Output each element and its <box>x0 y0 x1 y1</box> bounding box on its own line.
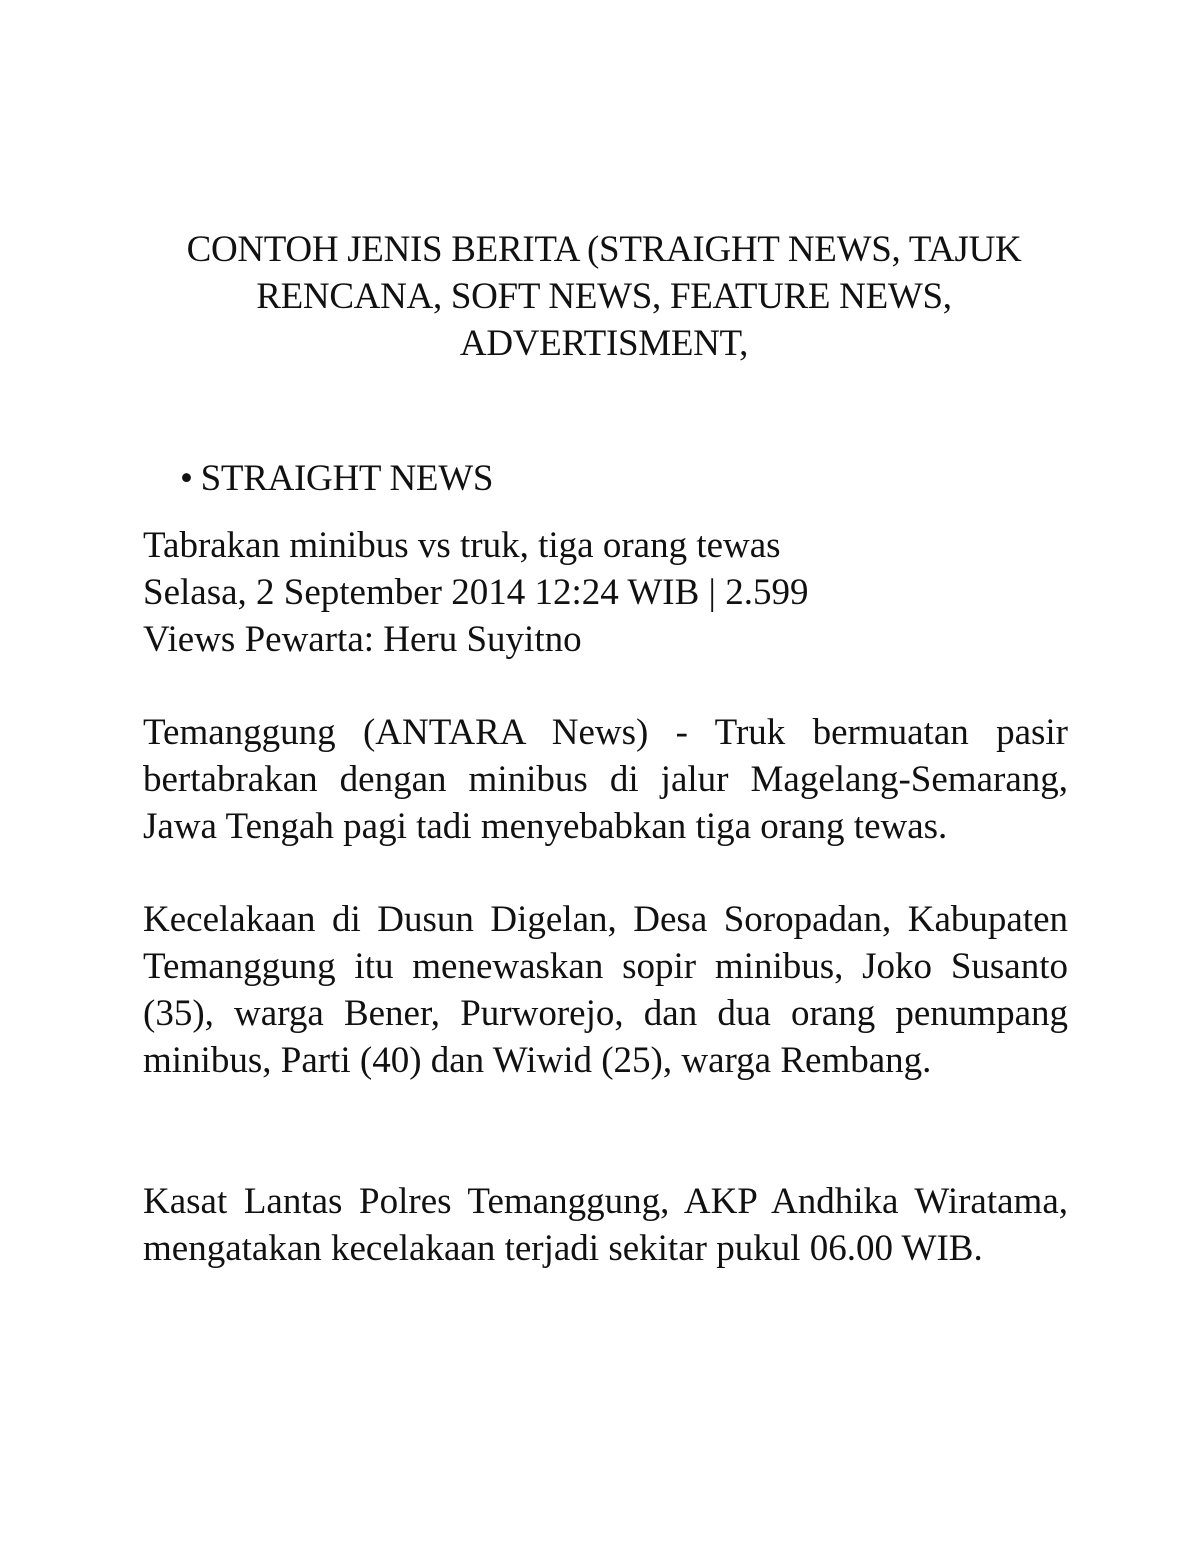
article-meta <box>143 522 808 663</box>
bullet-icon: • <box>180 458 193 499</box>
article-byline: Views Pewarta: Heru Suyitno <box>143 619 582 660</box>
article-headline: Tabrakan minibus vs truk, tiga orang tewas <box>143 525 781 566</box>
title-line-3: ADVERTISMENT, <box>459 323 749 364</box>
article-paragraph-2: Kecelakaan di Dusun Digelan, Desa Soropadan, Kabupaten Temanggung itu menewaskan sopir minibus, Joko Susanto (35), warga Bener, Purworejo, dan dua orang penumpang minibus, Parti (40) dan Wiwid (25), warga Rembang. <box>143 899 1068 1081</box>
article-dateline: Selasa, 2 September 2014 12:24 WIB | 2.599 <box>143 572 809 613</box>
title-line-2: RENCANA, SOFT NEWS, FEATURE NEWS, <box>256 276 952 317</box>
document-title <box>140 226 1068 367</box>
title-line-1: CONTOH JENIS BERITA (STRAIGHT NEWS, TAJUK <box>186 229 1022 270</box>
section-heading-text: STRAIGHT NEWS <box>200 458 494 499</box>
section-heading <box>180 455 493 502</box>
article-paragraph-3: Kasat Lantas Polres Temanggung, AKP Andhika Wiratama, mengatakan kecelakaan terjadi sekitar pukul 06.00 WIB. <box>143 1181 1068 1269</box>
article-paragraph-1: Temanggung (ANTARA News) - Truk bermuatan pasir bertabrakan dengan minibus di jalur Magelang-Semarang, Jawa Tengah pagi tadi menyebabkan tiga orang tewas. <box>143 712 1068 847</box>
